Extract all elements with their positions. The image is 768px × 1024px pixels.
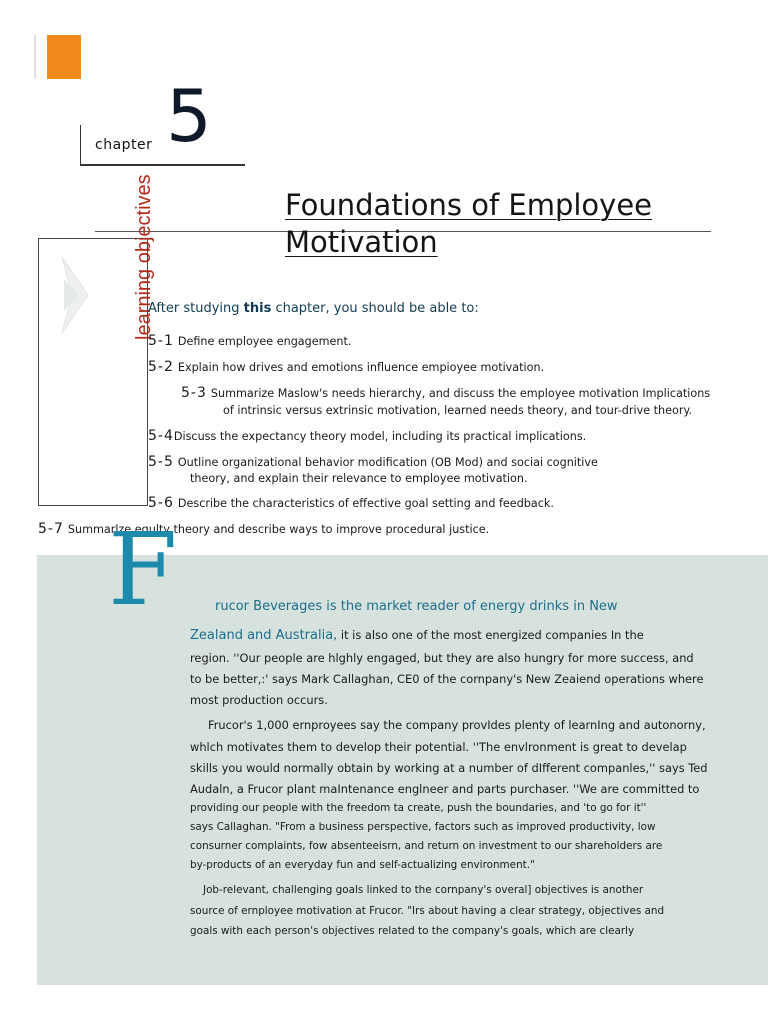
chapter-number: 5	[166, 74, 212, 158]
chapter-rule-vertical	[80, 125, 81, 165]
story-line: consurner complaints, fow absenteeisrn, and return on investment to our shareholders are	[190, 840, 663, 852]
objective-text: Explain how drives and emotions influence empioyee motivation.	[177, 361, 545, 374]
objective-text: Describe the characteristics of effective goal setting and feedback.	[177, 497, 554, 510]
intro-post: chapter, you should be able to:	[271, 301, 479, 316]
objective-text: Discuss the expectancy theory model, including its practical implications.	[173, 430, 587, 443]
objective-number: 5-5	[148, 454, 174, 470]
objective-number: 5-6	[148, 495, 174, 511]
objective-item	[148, 454, 598, 471]
story-line: source of ernployee motivation at Frucor. "Irs about having a clear strategy, objectives and	[190, 905, 665, 917]
objective-number: 5-3	[181, 385, 207, 401]
objective-text-cont: theory, and explain their relevance to employee motivation.	[190, 472, 528, 485]
intro-pre: After studying	[148, 301, 244, 316]
objective-item	[148, 428, 586, 445]
story-line: whlch motivates them to develop their potential. ''The envlronment is great to develap	[190, 740, 687, 754]
objective-text: Summarlze equlty theory and describe ways to improve procedural justice.	[67, 523, 490, 536]
objective-text: Define employee engagement.	[177, 335, 352, 348]
objective-number: 5-1	[148, 333, 174, 349]
story-line: Frucor's 1,000 ernproyees say the company provIdes plenty of learnIng and autonorny,	[208, 718, 706, 732]
drop-cap: F	[108, 511, 178, 628]
objective-item	[181, 385, 710, 402]
objective-item	[148, 333, 351, 350]
story-line: skills you would normally obtain by working at a number of dIfferent companles,'' says Ted	[190, 761, 708, 775]
objective-item	[38, 521, 489, 538]
learning-objectives-label: learning objectives	[133, 174, 155, 340]
margin-rule	[34, 35, 36, 79]
objectives-intro	[148, 301, 479, 316]
chevron-right-icon	[60, 255, 90, 335]
story-line: Zealand and Australia, it is also one of the most energized companies In the	[190, 628, 644, 643]
objective-number: 5-2	[148, 359, 174, 375]
story-line: to be better,:' says Mark Callaghan, CE0 of the cornpany's New Zeaiend operations where	[190, 672, 704, 686]
story-line: providing our people with the freedom ta create, push the boundaries, and 'to go for it''	[190, 802, 647, 814]
chapter-title-line-2: Motivation	[285, 225, 438, 259]
story-line: rucor Beverages is the market reader of energy drinks in New	[215, 599, 618, 614]
objective-number: 5-4	[148, 428, 174, 444]
orange-accent-box	[47, 35, 81, 79]
lead-text: Zealand and Australia,	[190, 628, 338, 643]
chapter-title-line-1: Foundations of Employee	[285, 188, 653, 222]
intro-bold: this	[243, 301, 272, 316]
learning-objectives-frame	[38, 238, 148, 506]
objective-number: 5-7	[38, 521, 64, 537]
chapter-label: chapter	[95, 137, 153, 153]
objective-text: Outline organizational behavior modification (OB Mod) and sociai cognitive	[177, 456, 598, 469]
story-line: goals with each person's objectives related to the company's goals, which are clearly	[190, 925, 635, 937]
story-line: Job-relevant, challenging goals linked to the cornpany's overal] objectives is another	[203, 884, 644, 896]
objective-item	[148, 359, 544, 376]
story-line: region. ''Our people are hlghly engaged, but they are also hungry for more success, and	[190, 651, 694, 665]
story-line: says Callaghan. "From a business perspective, factors such as improved productivity, low	[190, 821, 656, 833]
story-line: most production occurs.	[190, 693, 328, 707]
objective-text-cont: of intrinsic versus extrinsic motivation, learned needs theory, and tour-drive theory.	[223, 404, 693, 417]
chapter-rule-horizontal	[80, 164, 245, 166]
story-line: by-products of an everyday fun and self-actualizing environment."	[190, 859, 535, 871]
objective-text: Summarize Maslow's needs hierarchy, and discuss the employee motivation Implications	[210, 387, 711, 400]
objective-item	[148, 495, 554, 512]
story-line: Audaln, a Frucor plant maIntenance englneer and parts purchaser. ''We are committed to	[190, 782, 700, 796]
